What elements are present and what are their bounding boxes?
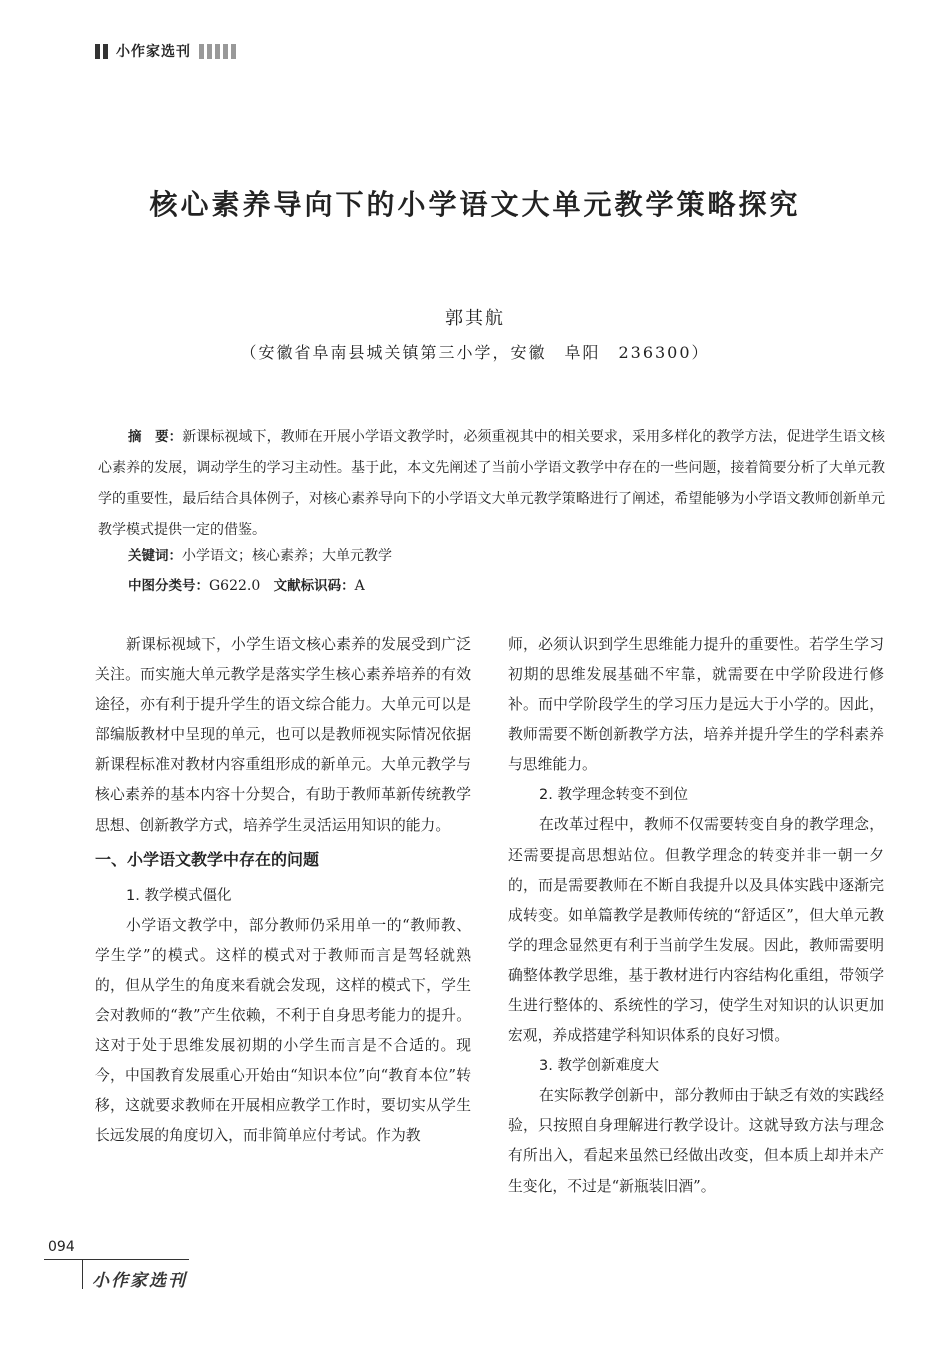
keywords-text: 小学语文；核心素养；大单元教学: [182, 548, 392, 564]
footer-rule: [44, 1259, 189, 1260]
abstract-text: 新课标视域下，教师在开展小学语文教学时，必须重视其中的相关要求，采用多样化的教学方法，促进学生语文核心素养的发展，调动学生的学习主动性。基于此，本文先阐述了当前小学语文教学中存在的一些问题，接着简要分析了大单元教学的重要性，最后结合具体例子，对核心素养导向下的小学语文大单元教学策略进行了阐述，希望能够为小学语文教师创新单元教学模式提供一定的借鉴。: [98, 429, 886, 538]
classification: [128, 572, 365, 600]
keywords: [128, 542, 392, 570]
author-name: 郭其航: [445, 308, 505, 329]
sub1-paragraph-continued: 师，必须认识到学生思维能力提升的重要性。若学生学习初期的思维发展基础不牢靠，就需要在中学阶段进行修补。而中学阶段学生的学习压力是远大于小学的。因此，教师需要不断创新教学方法，培养并提升学生的学科素养与思维能力。: [508, 636, 884, 774]
header-bars-right: [199, 44, 236, 59]
sub2-paragraph: 在改革过程中，教师不仅需要转变自身的教学理念，还需要提高思想站位。但教学理念的转变并非一朝一夕的，而是需要教师在不断自我提升以及具体实践中逐渐完成转变。如单篇教学是教师传统的“舒适区”，但大单元教学的理念显然更有利于当前学生发展。因此，教师需要明确整体教学思维，基于教材进行内容结构化重组，带领学生进行整体的、系统性的学习，使学生对知识的认识更加宏观，养成搭建学科知识体系的良好习惯。: [508, 816, 884, 1045]
journal-name: 小作家选刊: [116, 44, 191, 60]
sub1-heading: 1. 教学模式僵化: [126, 887, 232, 904]
keywords-label: 关键词：: [128, 548, 182, 564]
section1-heading: 一、小学语文教学中存在的问题: [95, 849, 320, 869]
doc-code-label: 文献标识码：: [273, 578, 355, 594]
abstract: [98, 422, 885, 546]
sub1-paragraph: 小学语文教学中，部分教师仍采用单一的“教师教、学生学”的模式。这样的模式对于教师而言是驾轻就熟的，但从学生的角度来看就会发现，这样的模式下，学生会对教师的“教”产生依赖，不利于自身思考能力的提升。这对于处于思维发展初期的小学生而言是不合适的。现今，中国教育发展重心开始由“知识本位”向“教育本位”转移，这就要求教师在开展相应教学工作时，要切实从学生长远发展的角度切入，而非简单应付考试。作为教: [95, 916, 471, 1145]
running-header: [95, 40, 236, 62]
doc-code: A: [354, 578, 365, 594]
body-column-right: [508, 630, 884, 1202]
classification-code: G622.0: [209, 578, 261, 594]
intro-paragraph: 新课标视域下，小学生语文核心素养的发展受到广泛关注。而实施大单元教学是落实学生核心素养培养的有效途径，亦有利于提升学生的语文综合能力。大单元可以是部编版教材中呈现的单元，也可以是教师视实际情况依据新课程标准对教材内容重组形成的新单元。大单元教学与核心素养的基本内容十分契合，有助于教师革新传统教学思想、创新教学方式，培养学生灵活运用知识的能力。: [95, 636, 471, 834]
classification-label: 中图分类号：: [128, 578, 209, 594]
article-title: 核心素养导向下的小学语文大单元教学策略探究: [149, 188, 801, 221]
footer-logo: 小作家选刊: [92, 1271, 187, 1291]
abstract-label: 摘 要：: [128, 429, 183, 445]
header-bars-left: [95, 44, 108, 59]
sub2-heading: 2. 教学理念转变不到位: [539, 787, 688, 804]
sub3-heading: 3. 教学创新难度大: [539, 1058, 659, 1075]
page-number: 094: [48, 1239, 75, 1255]
footer-vertical-rule: [82, 1259, 83, 1289]
sub3-paragraph: 在实际教学创新中，部分教师由于缺乏有效的实践经验，只按照自身理解进行教学设计。这就导致方法与理念有所出入，看起来虽然已经做出改变，但本质上却并未产生变化，不过是“新瓶装旧酒”。: [508, 1087, 884, 1195]
author-affiliation: （安徽省阜南县城关镇第三小学，安徽 阜阳 236300）: [240, 343, 710, 362]
body-column-left: [95, 630, 471, 1151]
